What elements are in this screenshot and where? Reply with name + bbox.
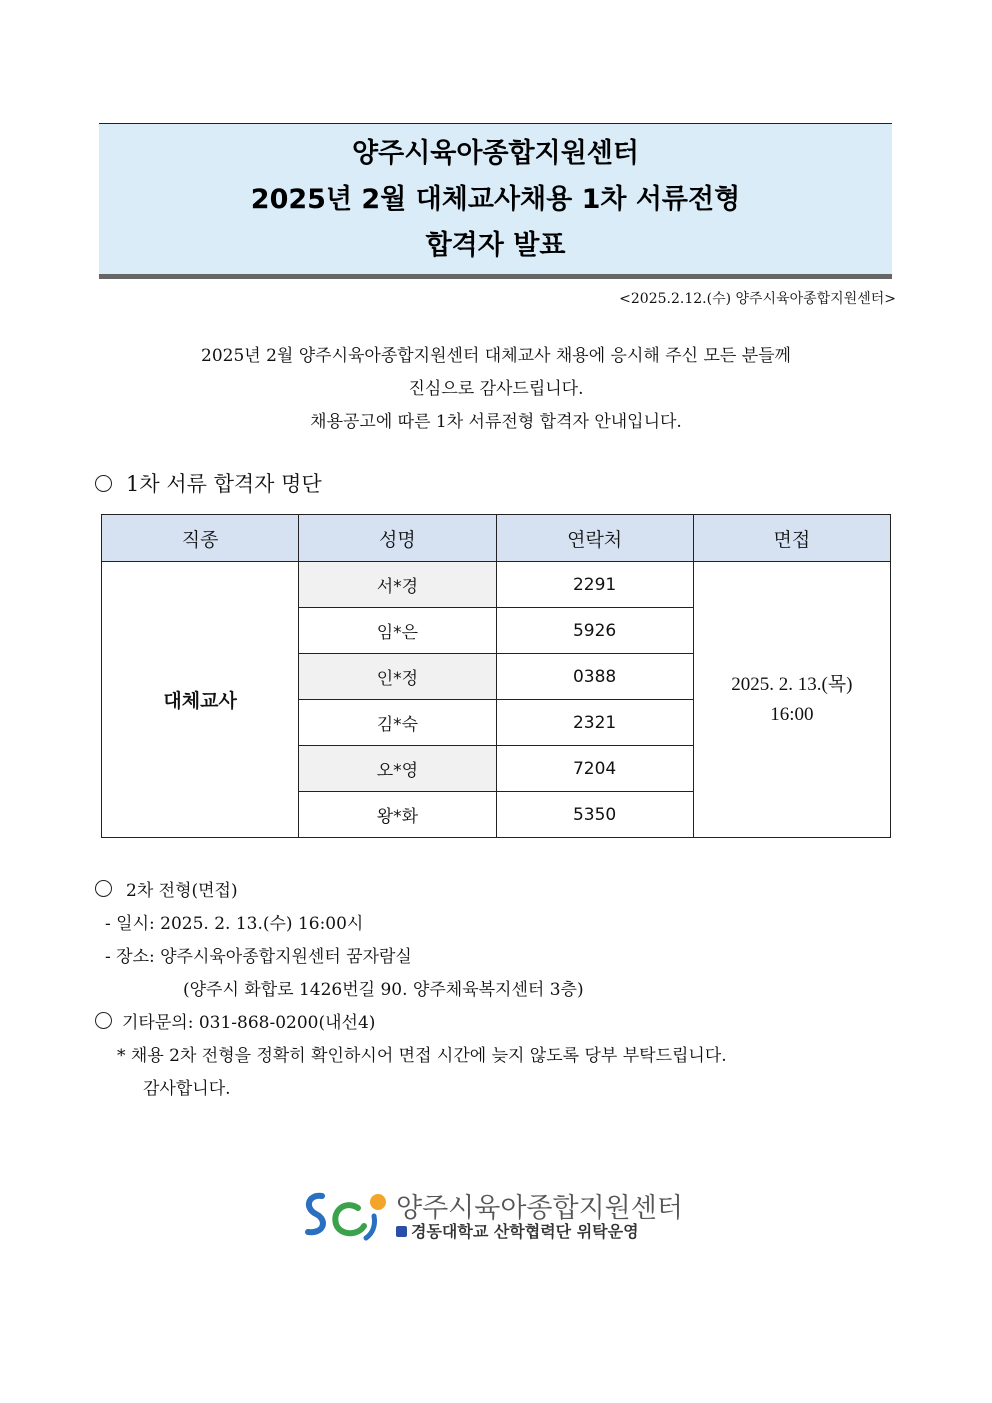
intro-line-3: 채용공고에 따른 1차 서류전형 합격자 안내입니다. (310, 412, 682, 432)
name-cell: 왕*화 (299, 792, 496, 838)
university-emblem-icon (396, 1226, 407, 1237)
circle-bullet-icon (95, 880, 112, 897)
header-interview: 면접 (693, 515, 890, 562)
center-logo-sub-text: 경동대학교 산학협력단 위탁운영 (411, 1222, 639, 1241)
header-contact: 연락처 (496, 515, 693, 562)
contact-cell: 2321 (496, 700, 693, 746)
thanks-line: 감사합니다. (143, 1079, 231, 1099)
contact-cell: 5350 (496, 792, 693, 838)
name-cell: 서*경 (299, 562, 496, 608)
title-line-2: 2025년 2월 대체교사채용 1차 서류전형 (250, 184, 741, 215)
inquiry-line (95, 1007, 727, 1040)
header-job: 직종 (102, 515, 299, 562)
notice-line: * 채용 2차 전형을 정확히 확인하시어 면접 시간에 늦지 않도록 당부 부탁드립니다. (117, 1046, 727, 1066)
interview-cell (693, 562, 890, 838)
inquiry-text: 기타문의: 031-868-0200(내선4) (122, 1013, 376, 1033)
table-row (102, 562, 891, 608)
center-logo-sub (396, 1219, 639, 1242)
table-header-row (102, 515, 891, 562)
section1-heading (95, 468, 322, 498)
contact-cell: 2291 (496, 562, 693, 608)
intro-text (0, 340, 992, 439)
title-line-3: 합격자 발표 (425, 230, 566, 261)
contact-cell: 7204 (496, 746, 693, 792)
center-logo-name: 양주시육아종합지원센터 (396, 1193, 683, 1224)
interview-address-line: (양주시 화합로 1426번길 90. 양주체육복지센터 3층) (183, 980, 584, 1000)
center-logo-icon (300, 1186, 390, 1242)
name-cell: 인*정 (299, 654, 496, 700)
interview-notes (95, 875, 727, 1106)
contact-cell: 5926 (496, 608, 693, 654)
section2-heading (95, 875, 727, 908)
intro-line-1: 2025년 2월 양주시육아종합지원센터 대체교사 채용에 응시해 주신 모든 분들께 (201, 346, 791, 366)
interview-date-line: - 일시: 2025. 2. 13.(수) 16:00시 (105, 914, 364, 934)
results-table (101, 514, 891, 838)
interview-time: 16:00 (770, 703, 814, 725)
section2-heading-text: 2차 전형(면접) (126, 881, 238, 901)
intro-line-2: 진심으로 감사드립니다. (408, 379, 584, 399)
header-name: 성명 (299, 515, 496, 562)
name-cell: 오*영 (299, 746, 496, 792)
center-logo (300, 1186, 700, 1246)
section1-heading-text: 1차 서류 합격자 명단 (126, 472, 322, 496)
circle-bullet-icon (95, 1012, 112, 1029)
interview-date: 2025. 2. 13.(목) (731, 673, 853, 695)
interview-place-line: - 장소: 양주시육아종합지원센터 꿈자람실 (105, 947, 412, 967)
name-cell: 임*은 (299, 608, 496, 654)
name-cell: 김*숙 (299, 700, 496, 746)
job-cell: 대체교사 (102, 562, 299, 838)
title-line-1: 양주시육아종합지원센터 (352, 138, 639, 169)
date-line: <2025.2.12.(수) 양주시육아종합지원센터> (619, 291, 896, 307)
circle-bullet-icon (95, 475, 112, 492)
title-banner (99, 123, 892, 279)
contact-cell: 0388 (496, 654, 693, 700)
